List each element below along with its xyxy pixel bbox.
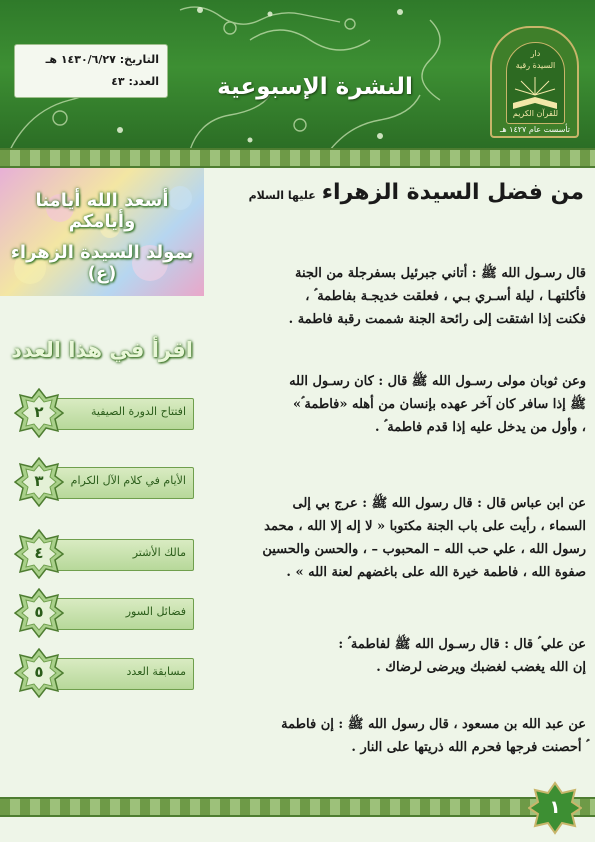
toc-item[interactable] <box>14 537 194 571</box>
toc-item-page: ٢ <box>34 403 44 421</box>
article-title-text: من فضل السيدة الزهراء <box>321 180 584 205</box>
toc-item-label: مسابقة العدد <box>126 665 186 678</box>
article-paragraph <box>236 492 586 584</box>
logo <box>490 26 579 138</box>
logo-name-text: السيدة رقية <box>515 61 556 70</box>
logo-sub-text: للقرآن الكريم <box>512 109 559 118</box>
article-paragraph <box>236 370 586 439</box>
article-paragraph <box>236 633 586 679</box>
article-paragraph <box>236 262 586 331</box>
greeting-banner <box>0 168 204 296</box>
toc-item-page: ٣ <box>34 472 44 490</box>
toc-item-label: مالك الأشتر <box>132 546 186 559</box>
paragraph-line: عن علي ؑ قال : قال رسـول الله ﷺ لفاطمة ؑ : <box>338 637 586 652</box>
article-title-suffix: عليها السلام <box>248 189 316 202</box>
toc-item[interactable] <box>14 656 194 690</box>
toc-item-page: ٥ <box>34 603 44 621</box>
toc-item[interactable] <box>14 396 194 430</box>
greeting-line-2: بمولد السيدة الزهراء (ع) <box>10 242 194 284</box>
paragraph-line: عن ابن عباس قال : قال رسول الله ﷺ : عرج بي إلى <box>292 496 586 511</box>
toc-item-page: ٥ <box>34 663 44 681</box>
article-paragraph <box>236 713 586 759</box>
toc-item[interactable] <box>14 465 194 499</box>
paragraph-line: قال رسـول الله ﷺ : أتاني جبرئيل بسفرجلة من الجنة <box>295 266 586 281</box>
paragraph-line: عن عبد الله بن مسعود ، قال رسول الله ﷺ : إن فاطمة <box>281 717 586 732</box>
issue-info-box <box>14 44 168 98</box>
toc-item-label: الأيام في كلام الآل الكرام <box>70 474 186 487</box>
bottom-border-band <box>0 797 595 817</box>
header-banner <box>0 0 595 150</box>
toc-item-label: فضائل السور <box>125 605 186 618</box>
page-number-text: ١ <box>549 797 561 818</box>
logo-founded: تأسست عام ١٤٢٧ هـ <box>500 125 570 134</box>
toc-item-label: افتتاح الدورة الصيفية <box>90 405 186 418</box>
toc-item[interactable] <box>14 596 194 630</box>
issue-date: التاريخ: ١٤٣٠/٦/٢٧ هـ <box>45 53 159 66</box>
top-border-band <box>0 148 595 168</box>
paragraph-line: السماء ، رأيت على باب الجنة مكتوبا « لا إله إلا الله ، محمد <box>264 519 586 534</box>
paragraph-line: إن الله يغضب لغضبك ويرضى لرضاك . <box>376 660 586 675</box>
article-title <box>232 180 584 205</box>
paragraph-line: فكنت إذا اشتقت إلى رائحة الجنة شممت رقبة فاطمة . <box>288 312 586 327</box>
paragraph-line: ؑ أحصنت فرجها فحرم الله ذريتها على النار . <box>351 740 586 755</box>
in-this-issue-heading: اقرأ في هذا العدد <box>11 338 193 362</box>
toc-item-page: ٤ <box>34 544 44 562</box>
paragraph-line: رسول الله ، علي حب الله – المحبوب – ، والحسن والحسين <box>262 542 586 557</box>
paragraph-line: وعن ثوبان مولى رسـول الله ﷺ قال : كان رسـول الله <box>289 374 586 389</box>
open-book-icon <box>507 73 564 113</box>
paragraph-line: ، وأول من يدخل عليه إذا قدم فاطمة ؑ . <box>374 420 586 435</box>
paragraph-line: ﷺ إذا سافر كان آخر عهده بإنسان من أهله «فاطمة ؑ» <box>292 397 586 412</box>
paragraph-line: فأكلتهـا ، ليلة أسـري بـي ، فعلقت خديجـة بفاطمة ؑ ، <box>305 289 586 304</box>
newsletter-title: النشرة الإسبوعية <box>217 74 413 100</box>
logo-emblem <box>506 42 565 124</box>
page-number <box>536 789 574 827</box>
greeting-line-1: أسعد الله أيامنا وأيامكم <box>35 190 169 232</box>
logo-top-text: دار <box>530 49 541 58</box>
issue-number: العدد: ٤٣ <box>111 75 159 88</box>
paragraph-line: صفوة الله ، فاطمة خيرة الله على باغضهم لعنة الله » . <box>286 565 586 580</box>
